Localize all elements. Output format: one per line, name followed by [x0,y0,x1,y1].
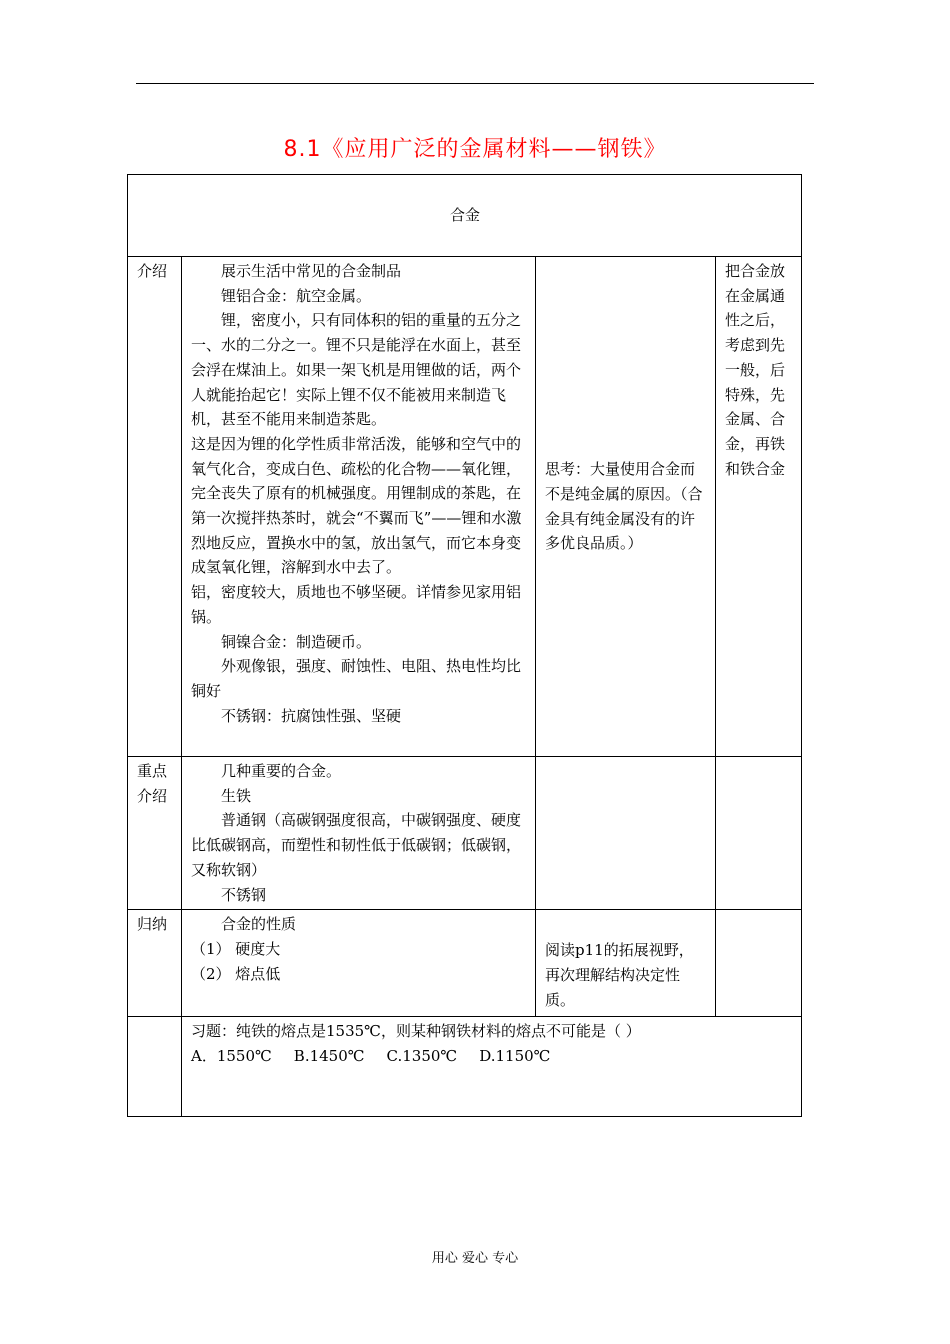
paragraph: 外观像银，强度、耐蚀性、电阻、热电性均比铜好 [191,657,522,700]
page-footer: 用心 爱心 专心 [431,1251,519,1266]
paragraph: 不锈钢：抗腐蚀性强、坚硬 [221,706,402,725]
option-c: C.1350℃ [386,1046,458,1065]
table-header: 合金 [128,175,802,257]
table-header-row [128,175,802,257]
paragraph: 合金的性质 [221,915,297,934]
key-points-content [182,757,536,910]
option-d: D.1150℃ [479,1046,551,1065]
row-label [128,1017,182,1117]
teaching-note: 把合金放在金属通性之后，考虑到先一般，后特殊，先金属、合金，再铁和铁合金 [716,257,802,757]
paragraph: 铜镍合金：制造硬币。 [221,632,372,651]
thinking-note: 思考：大量使用合金而不是纯金属的原因。（合金具有纯金属没有的许多优良品质。） [536,257,716,757]
intro-content [182,257,536,757]
lesson-table [127,174,802,1117]
exercise-options [191,1044,793,1069]
exercise-question: 习题：纯铁的熔点是1535℃，则某种钢铁材料的熔点不可能是（ ） [191,1022,641,1041]
table-row-exercise [128,1017,802,1117]
paragraph: 这是因为锂的化学性质非常活泼，能够和空气中的氧气化合，变成白色、疏松的化合物——氧化锂，完全丧失了原有的机械强度。用锂制成的茶匙，在第一次搅拌热茶时，就会“不翼而飞”——锂和水激烈地反应，置换水中的氢，放出氢气，而它本身变成氢氧化锂，溶解到水中去了。 [191,434,522,577]
paragraph: 展示生活中常见的合金制品 [221,262,402,280]
table-row-intro [128,257,802,757]
reading-note: 阅读p11的拓展视野，再次理解结构决定性质。 [536,910,716,1017]
empty-cell [716,910,802,1017]
paragraph: 几种重要的合金。 [221,762,342,780]
paragraph: 锂，密度小，只有同体积的铝的重量的五分之一、水的二分之一。锂不只是能浮在水面上，甚至会浮在煤油上。如果一架飞机是用锂做的话，两个人就能抬起它！实际上锂不仅不能被用来制造飞机，甚至不能用来制造茶匙。 [191,311,522,429]
option-b: B.1450℃ [293,1046,365,1065]
paragraph: 锂铝合金：航空金属。 [221,286,372,305]
list-item: （1） 硬度大 [191,939,281,958]
row-label: 归纳 [128,910,182,1017]
empty-cell [536,757,716,910]
table-row-key-points [128,757,802,910]
summary-content [182,910,536,1017]
empty-cell [716,757,802,910]
paragraph: 铝，密度较大，质地也不够坚硬。详情参见家用铝锅。 [191,583,522,626]
list-item: （2） 熔点低 [191,964,281,983]
paragraph: 普通钢（高碳钢强度很高，中碳钢强度、硬度比低碳钢高，而塑性和韧性低于低碳钢；低碳钢，又称软钢） [191,811,522,879]
paragraph: 生铁 [221,786,252,805]
header-rule [136,83,814,84]
option-a: A．1550℃ [191,1046,272,1065]
paragraph: 不锈钢 [221,885,267,904]
table-row-summary [128,910,802,1017]
row-label: 重点介绍 [128,757,182,910]
page-title: 8.1《应用广泛的金属材料——钢铁》 [283,137,667,162]
exercise-content [182,1017,802,1117]
row-label: 介绍 [128,257,182,757]
